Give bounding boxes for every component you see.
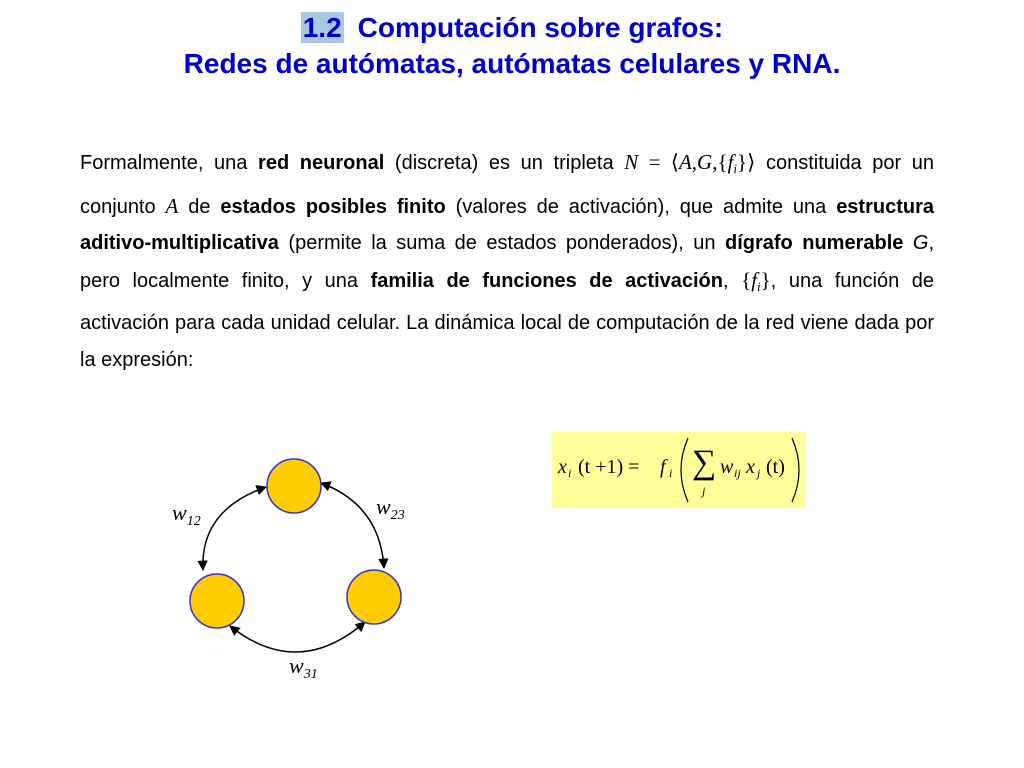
formula-sub-ij: ij [734, 466, 741, 480]
formula-sub-j: j [757, 466, 761, 480]
formula-sum-index: j [702, 484, 706, 498]
math-brace: { [717, 150, 728, 174]
weight-w: w [172, 500, 187, 525]
math-f: f [751, 267, 758, 292]
node-3 [347, 570, 401, 624]
text-segment: de [178, 195, 221, 218]
weight-label-w12 [172, 500, 201, 530]
node-1 [267, 459, 321, 513]
formula-f: f [660, 456, 666, 478]
math-a: A [165, 193, 179, 218]
text-segment: , [723, 269, 742, 292]
edge-w12 [203, 487, 266, 570]
weight-label-w31 [289, 653, 318, 683]
node-2 [190, 574, 244, 628]
formula-sigma: ∑ [692, 444, 717, 481]
text-segment: (valores de activación), que admite una [445, 195, 837, 218]
weight-sub: 31 [303, 667, 318, 682]
weight-w: w [289, 653, 304, 678]
text-segment: , una función de activación para cada unidad celular. La dinámica local de computación de la red viene dada por la expresión: [80, 269, 934, 371]
term-digrafo: dígrafo numerable [724, 232, 904, 254]
text-segment: , pero localmente finito, y una [80, 232, 934, 292]
text-segment: constituida por un conjunto [80, 152, 935, 218]
text-segment: (permite la suma de estados ponderados), un [278, 232, 725, 254]
term-familia: familia de funciones de activación [370, 269, 723, 292]
formula-w: w [720, 456, 734, 478]
graph-g: G [912, 232, 929, 254]
section-number: 1.2 [302, 12, 342, 43]
math-brace-close: } [760, 267, 771, 292]
math-ag: A,G, [678, 150, 718, 174]
text-segment: Formalmente, una [80, 152, 259, 174]
formula-sub-fi: i [669, 466, 673, 480]
weight-sub: 12 [186, 514, 201, 529]
formula-right-arg: (t) [766, 456, 785, 478]
edge-w23 [321, 483, 384, 568]
math-sub-i: i [757, 278, 761, 294]
formula-x-j: x [746, 456, 755, 478]
math-sub-i: i [733, 161, 738, 176]
formula-sub-i: i [568, 466, 572, 480]
term-estructura: estructura aditivo-multiplicativa [80, 195, 934, 254]
math-eq: = ⟨ [638, 150, 679, 174]
math-brace: { [741, 267, 752, 292]
math-f: f [727, 150, 734, 174]
weight-w: w [376, 494, 391, 519]
weight-label-w23 [376, 494, 405, 524]
title-line-1-text: Computación sobre grafos: [357, 12, 724, 43]
term-estados-posibles: estados posibles finito [220, 195, 446, 218]
term-red-neuronal: red neuronal [258, 152, 385, 174]
math-brace-close: }⟩ [737, 150, 756, 174]
math-n: N [624, 150, 639, 174]
edge-w31 [230, 622, 365, 652]
text-segment: (discreta) es un tripleta [384, 152, 625, 174]
title-line-2: Redes de autómatas, autómatas celulares y RNA. [183, 48, 841, 79]
formula-x: x [558, 456, 567, 478]
formula-left-arg: (t +1) = [578, 456, 640, 478]
weight-sub: 23 [390, 508, 405, 523]
